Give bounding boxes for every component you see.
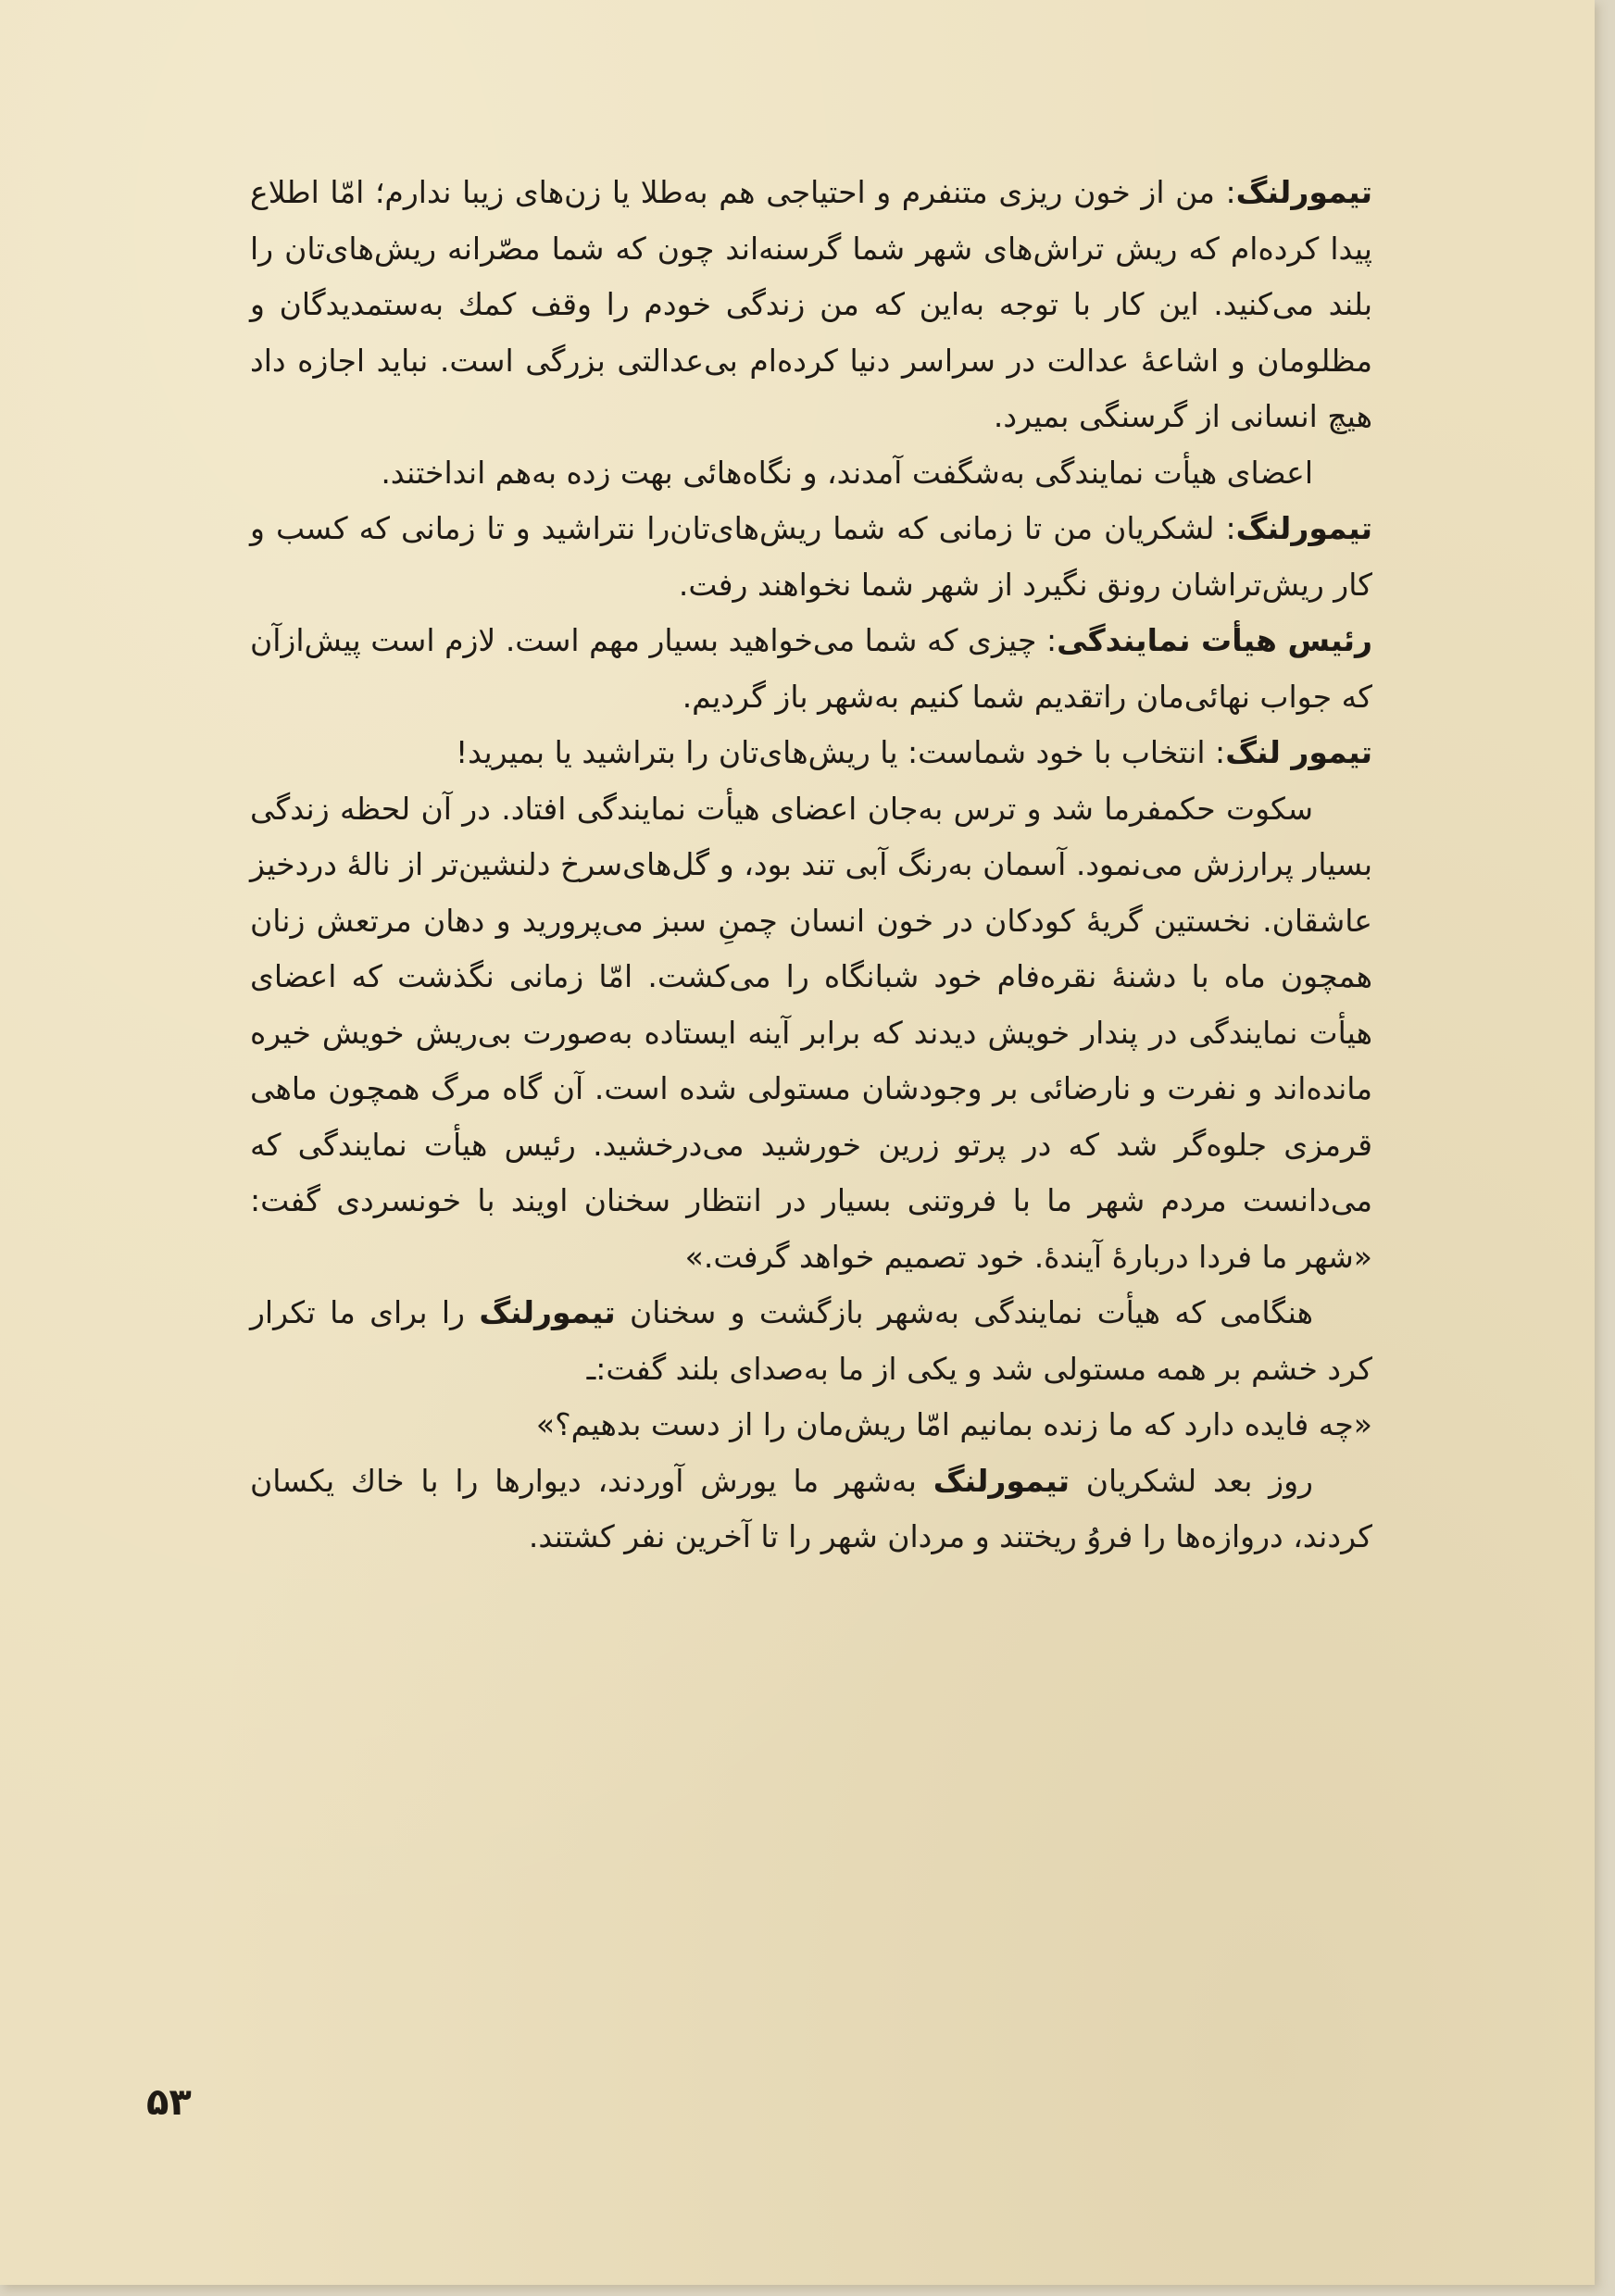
paragraph-text: : چیزی که شما می‌خواهید بسیار مهم است. لازم است پیش‌ازآن که جواب نهائی‌مان راتقدیم شما کنیم به‌شهر باز گردیم. <box>250 622 1372 715</box>
paragraph-text: «چه فایده دارد که ما زنده بمانیم امّا ریش‌مان را از دست بدهیم؟» <box>535 1406 1372 1442</box>
paragraph <box>250 1397 1372 1454</box>
paragraph <box>250 445 1372 502</box>
paragraph-text: اعضای هیأت نمایندگی به‌شگفت آمدند، و نگاه‌هائی بهت زده به‌هم انداختند. <box>381 454 1313 491</box>
paragraph <box>250 1285 1372 1397</box>
speaker-name: تیمورلنگ <box>1235 174 1372 210</box>
paragraph-text: : من از خون ریزی متنفرم و احتیاجی هم به‌طلا یا زن‌های زیبا ندارم؛ امّا اطلاع پیدا کرده‌ام که ریش تراش‌های شهر شما گرسنه‌اند چون که شما مصّرانه ریش‌های‌تان را بلند می‌کنید. این کار با توجه به‌این که من زندگی خودم را وقف کمك به‌ستمدیدگان و مظلومان و اشاعهٔ عدالت در سراسر دنیا کرده‌ام بی‌عدالتی بزرگی است. نباید اجازه داد هیچ انسانی از گرسنگی بمیرد. <box>250 174 1372 434</box>
speaker-name: رئیس هیأت نمایندگی <box>1057 622 1373 658</box>
page-number: ۵۳ <box>146 2081 192 2124</box>
paragraph-text: سکوت حکمفرما شد و ترس به‌جان اعضای هیأت نمایندگی افتاد. در آن لحظه زندگی بسیار پرارزش می‌نمود. آسمان به‌رنگ آبی تند بود، و گل‌های‌سرخ دلنشین‌تر از نالهٔ دردخیز عاشقان. نخستین گریهٔ کودکان در خون انسان چمنِ سبز می‌پرورید و دهان مرتعش زنان همچون ماه با دشنهٔ نقره‌فام خود شبانگاه را می‌کشت. امّا زمانی نگذشت که اعضای هیأت نمایندگی در پندار خویش دیدند که برابر آینه ایستاده به‌صورت بی‌ریش خویش خیره مانده‌اند و نفرت و نارضائی بر وجودشان مستولی شده است. آن گاه مرگ همچون ماهی قرمزی جلوه‌گر شد که در پرتو زرین خورشید می‌درخشید. رئیس هیأت نمایندگی که می‌دانست مردم شهر ما با فروتنی بسیار در انتظار سخنان اویند با خونسردی گفت: «شهر ما فردا دربارهٔ آیندهٔ. خود تصمیم خواهد گرفت.» <box>250 790 1372 1275</box>
speaker-name: تیمور لنگ <box>1225 734 1372 770</box>
paragraph-text: روز بعد لشکریان <box>1070 1462 1313 1499</box>
paragraph-text: را برای ما تکرار کرد خشم بر همه مستولی شد و یکی از ما به‌صدای بلند گفت:ـ <box>250 1294 1372 1387</box>
paragraph <box>250 165 1372 445</box>
highlighted-name: تیمورلنگ <box>933 1462 1070 1499</box>
paragraph <box>250 725 1372 781</box>
paragraph <box>250 501 1372 613</box>
speaker-name: تیمورلنگ <box>1235 510 1372 546</box>
paragraph-text: هنگامی که هیأت نمایندگی به‌شهر بازگشت و سخنان <box>615 1294 1314 1330</box>
paragraph-text: به‌شهر ما یورش آوردند، دیوارها را با خاك یکسان کردند، دروازه‌ها را فروُ ریختند و مردان شهر را تا آخرین نفر کشتند. <box>250 1462 1372 1554</box>
paragraph <box>250 1454 1372 1566</box>
paragraph-text: : انتخاب با خود شماست: یا ریش‌های‌تان را بتراشید یا بمیرید! <box>455 734 1226 770</box>
highlighted-name: تیمورلنگ <box>479 1294 616 1330</box>
paragraph <box>250 781 1372 1286</box>
paragraph-text: : لشکریان من تا زمانی که شما ریش‌های‌تان‌را نتراشید و تا زمانی که کسب و کار ریش‌تراشان رونق نگیرد از شهر شما نخواهند رفت. <box>250 510 1372 603</box>
body-text <box>250 165 1372 1566</box>
paragraph <box>250 613 1372 725</box>
